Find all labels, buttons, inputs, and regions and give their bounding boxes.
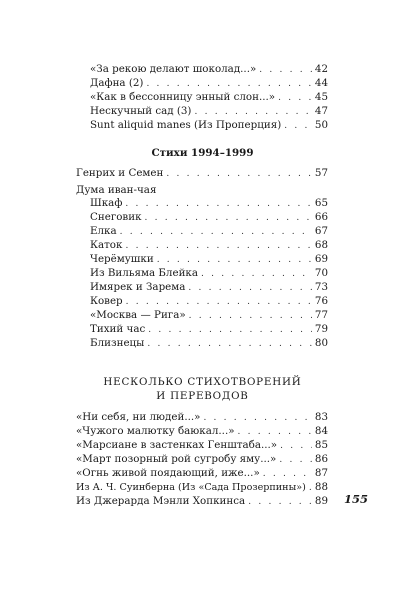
toc-entry-page: 70 [314, 267, 328, 279]
toc-entry [90, 76, 328, 91]
leader-dots [166, 167, 312, 181]
toc-entry [76, 166, 328, 181]
toc-entry [90, 280, 328, 295]
leader-dots [194, 105, 311, 119]
toc-entry-page: 84 [314, 425, 328, 437]
leader-dots [120, 225, 312, 239]
toc-entry-page: 86 [314, 453, 328, 465]
toc-entry-title: «Огнь живой поядающий, иже...» [76, 467, 260, 479]
section-heading: Стихи 1994–1999 [151, 147, 254, 159]
toc-entry-title: Генрих и Семен [76, 167, 164, 179]
section-heading-line1: НЕСКОЛЬКО СТИХОТВОРЕНИЙ [103, 376, 302, 388]
leader-dots [309, 481, 312, 495]
toc-group-title: Дума иван-чая [76, 184, 157, 196]
toc-entry-title: Елка [90, 225, 117, 237]
toc-entry-page: 79 [314, 323, 328, 335]
toc-entry [76, 410, 328, 425]
toc-entry-title: «Москва — Рига» [90, 309, 186, 321]
leader-dots [278, 91, 312, 105]
toc-entry [90, 118, 328, 133]
toc-entry-title: Sunt aliquid manes (Из Проперция) [90, 119, 282, 131]
leader-dots [188, 281, 311, 295]
leader-dots [280, 439, 312, 453]
section-heading-line2: И ПЕРЕВОДОВ [156, 390, 249, 402]
toc-entry-page: 66 [314, 211, 328, 223]
toc-entry-title: «За рекою делают шоколад...» [90, 63, 257, 75]
toc-entry [76, 452, 328, 467]
toc-entry [76, 466, 328, 481]
leader-dots [189, 309, 312, 323]
toc-entry-page: 45 [314, 91, 328, 103]
toc-entry-page: 50 [314, 119, 328, 131]
leader-dots [148, 323, 312, 337]
toc-entry-page: 69 [314, 253, 328, 265]
toc-entry-page: 44 [314, 77, 328, 89]
leader-dots [147, 337, 312, 351]
toc-entry [76, 494, 328, 509]
toc-entry [90, 252, 328, 267]
leader-dots [279, 453, 312, 467]
toc-entry-title: «Март позорный рой сугробу яму...» [76, 453, 277, 465]
page-number: 155 [344, 492, 369, 506]
toc-entry [90, 294, 328, 309]
toc-entry-title: Из Джерарда Мэнли Хопкинса [76, 495, 246, 507]
toc-entry [90, 90, 328, 105]
toc-entry-title: Черёмушки [90, 253, 154, 265]
toc-entry-title: «Чужого малютку баюкал...» [76, 425, 235, 437]
toc-entry-title: Из А. Ч. Суинберна (Из «Сада Прозерпины») [76, 482, 306, 493]
toc-entry [76, 424, 328, 439]
leader-dots [238, 425, 312, 439]
toc-entry [76, 480, 328, 495]
toc-entry [90, 322, 328, 337]
toc-entry-title: «Ни себя, ни людей...» [76, 411, 201, 423]
toc-entry-page: 77 [314, 309, 328, 321]
leader-dots [248, 495, 312, 509]
toc-entry-page: 47 [314, 105, 328, 117]
toc-entry-title: Каток [90, 239, 123, 251]
toc-entry-page: 80 [314, 337, 328, 349]
toc-entry-title: Близнецы [90, 337, 145, 349]
leader-dots [125, 197, 312, 211]
toc-entry [90, 336, 328, 351]
toc-entry-title: Из Вильяма Блейка [90, 267, 199, 279]
toc-entry-page: 42 [314, 63, 328, 75]
toc-entry [90, 104, 328, 119]
leader-dots [201, 267, 312, 281]
toc-entry-page: 67 [314, 225, 328, 237]
toc-entry-title: Дафна (2) [90, 77, 144, 89]
leader-dots [263, 467, 312, 481]
toc-entry-page: 73 [314, 281, 328, 293]
toc-entry [90, 62, 328, 77]
leader-dots [157, 253, 312, 267]
toc-entry-page: 65 [314, 197, 328, 209]
leader-dots [126, 295, 312, 309]
toc-entry-page: 87 [314, 467, 328, 479]
toc-entry [90, 266, 328, 281]
toc-entry [90, 196, 328, 211]
toc-entry-page: 68 [314, 239, 328, 251]
toc-entry-page: 85 [314, 439, 328, 451]
toc-entry-title: Нескучный сад (3) [90, 105, 192, 117]
toc-entry-page: 89 [314, 495, 328, 507]
leader-dots [203, 411, 311, 425]
toc-entry-title: Тихий час [90, 323, 146, 335]
toc-entry-title: Имярек и Зарема [90, 281, 186, 293]
leader-dots [125, 239, 311, 253]
leader-dots [146, 77, 311, 91]
leader-dots [284, 119, 312, 133]
toc-entry-title: «Как в бессонницу энный слон...» [90, 91, 276, 103]
toc-entry [90, 210, 328, 225]
leader-dots [259, 63, 312, 77]
toc-entry [76, 438, 328, 453]
toc-entry [90, 224, 328, 239]
toc-entry-title: Ковер [90, 295, 123, 307]
toc-entry-title: «Марсиане в застенках Генштаба...» [76, 439, 278, 451]
toc-entry-title: Снеговик [90, 211, 142, 223]
toc-entry [90, 238, 328, 253]
leader-dots [145, 211, 312, 225]
toc-entry-page: 76 [314, 295, 328, 307]
toc-entry [90, 308, 328, 323]
toc-entry-page: 88 [314, 481, 328, 493]
toc-entry-title: Шкаф [90, 197, 123, 209]
toc-entry-page: 57 [314, 167, 328, 179]
toc-entry-page: 83 [314, 411, 328, 423]
